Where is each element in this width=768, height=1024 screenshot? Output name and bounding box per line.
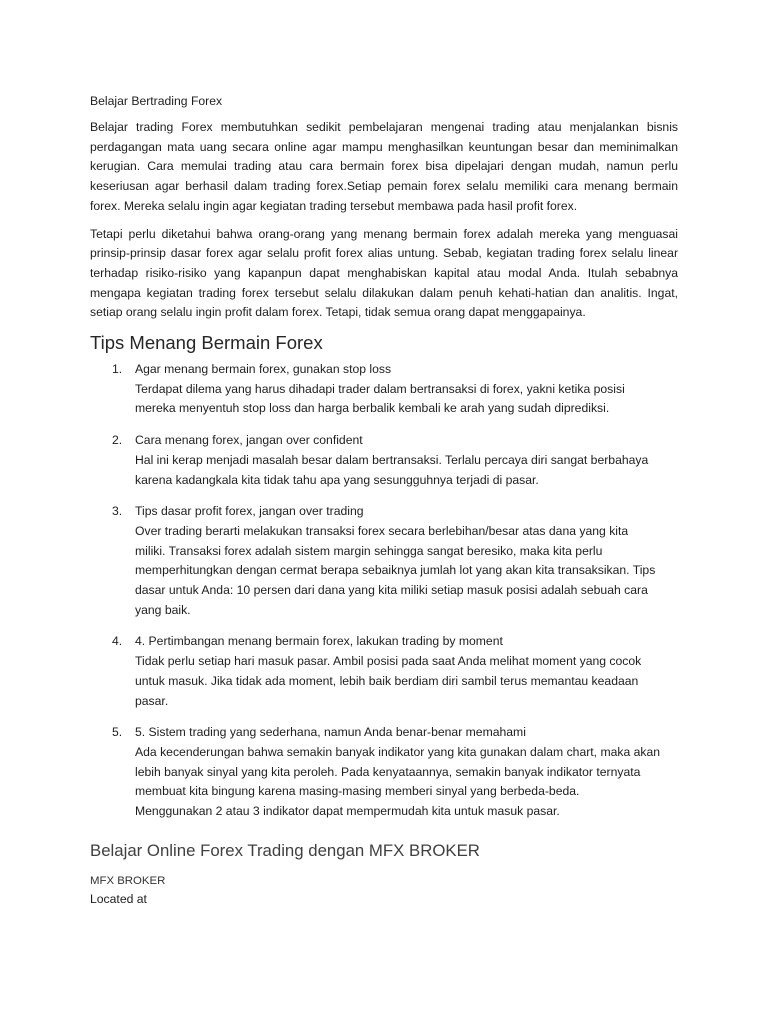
principles-paragraph: Tetapi perlu diketahui bahwa orang-orang yang menang bermain forex adalah mereka yang menguasai prinsip-prinsip dasar forex agar selalu profit forex alias untung. Sebab, kegiatan trading forex selalu linear terhadap risiko-risiko yang kapanpun dapat menghabiskan kapital atau modal Anda. Itulah sebabnya mengapa kegiatan trading forex tersebut selalu dilakukan dalam penuh kehati-hatian dan analitis. Ingat, setiap orang selalu ingin profit dalam forex. Tetapi, tidak semua orang dapat menggapainya. (90, 226, 678, 320)
tip-title: Agar menang bermain forex, gunakan stop loss (135, 362, 392, 377)
tip-body-line: Menggunakan 2 atau 3 indikator dapat mempermudah kita untuk masuk pasar. (135, 804, 560, 819)
tip-body-line: Terdapat dilema yang harus dihadapi trader dalam bertransaksi di forex, yakni ketika posisi (135, 381, 625, 396)
tips-heading: Tips Menang Bermain Forex (90, 332, 323, 354)
tip-title: Tips dasar profit forex, jangan over trading (135, 504, 364, 519)
tip-body-line: untuk masuk. Jika tidak ada moment, lebih baik berdiam diri sambil terus memantau keadaan (135, 673, 639, 688)
tip-body-line: dasar untuk Anda: 10 persen dari dana yang kita miliki setiap masuk posisi adalah sebuah cara (135, 583, 648, 598)
tip-body (135, 451, 678, 490)
tip-title: Cara menang forex, jangan over confident (135, 433, 363, 448)
tip-body-line: memperhitungkan dengan cermat berapa sebaiknya jumlah lot yang akan kita transaksikan. Tips (135, 563, 656, 578)
tip-body-line: lebih banyak sinyal yang kita peroleh. Pada kenyataannya, semakin banyak indikator ternyata (135, 764, 641, 779)
tip-body-line: membuat kita bingung karena masing-masing memberi sinyal yang berbeda-beda. (135, 784, 580, 799)
list-number: 5. (112, 725, 123, 740)
list-item (90, 502, 678, 620)
list-number: 2. (112, 433, 123, 448)
tip-body-line: karena kadangkala kita tidak tahu apa yang sesungguhnya terjadi di pasar. (135, 472, 539, 487)
tip-body-line: yang baik. (135, 602, 191, 617)
list-number: 3. (112, 504, 123, 519)
tip-title: 5. Sistem trading yang sederhana, namun Anda benar-benar memahami (135, 725, 526, 740)
tip-body-line: Tidak perlu setiap hari masuk pasar. Ambil posisi pada saat Anda melihat moment yang cocok (135, 654, 642, 669)
list-item (90, 723, 678, 822)
tip-body-line: pasar. (135, 693, 169, 708)
tip-title: 4. Pertimbangan menang bermain forex, lakukan trading by moment (135, 634, 503, 649)
intro-paragraph: Belajar trading Forex membutuhkan sedikit pembelajaran mengenai trading atau menjalankan bisnis perdagangan mata uang secara online agar mampu menghasilkan keuntungan besar dan meminimalkan kerugian. Cara memulai trading atau cara bermain forex bisa dipelajari dengan mudah, namun perlu keseriusan agar berhasil dalam trading forex.Setiap pemain forex selalu memiliki cara menang bermain forex. Mereka selalu ingin agar kegiatan trading tersebut membawa pada hasil profit forex. (90, 120, 678, 213)
tip-body-line: miliki. Transaksi forex adalah sistem margin sehingga sangat beresiko, maka kita perlu (135, 543, 603, 558)
tip-body-line: mereka menyentuh stop loss dan harga berbalik kembali ke arah yang sudah diprediksi. (135, 401, 610, 416)
list-item (90, 632, 678, 711)
list-item (90, 360, 678, 419)
tip-body-line: Over trading berarti melakukan transaksi forex secara berlebihan/besar atas dana yang kita (135, 523, 629, 538)
broker-heading: Belajar Online Forex Trading dengan MFX BROKER (90, 840, 480, 860)
located-label: Located at (90, 891, 147, 906)
document-title: Belajar Bertrading Forex (90, 94, 223, 108)
tip-body-line: Hal ini kerap menjadi masalah besar dalam bertransaksi. Terlalu percaya diri sangat berbahaya (135, 452, 649, 467)
tips-list (90, 360, 678, 822)
broker-name: MFX BROKER (90, 874, 166, 887)
list-number: 1. (112, 362, 123, 377)
document-page (90, 92, 678, 908)
tip-body (135, 743, 678, 822)
list-number: 4. (112, 634, 123, 649)
list-item (90, 431, 678, 490)
tip-body (135, 380, 678, 419)
tip-body (135, 522, 678, 621)
tip-body (135, 652, 678, 711)
tip-body-line: Ada kecenderungan bahwa semakin banyak indikator yang kita gunakan dalam chart, maka akan (135, 744, 661, 759)
